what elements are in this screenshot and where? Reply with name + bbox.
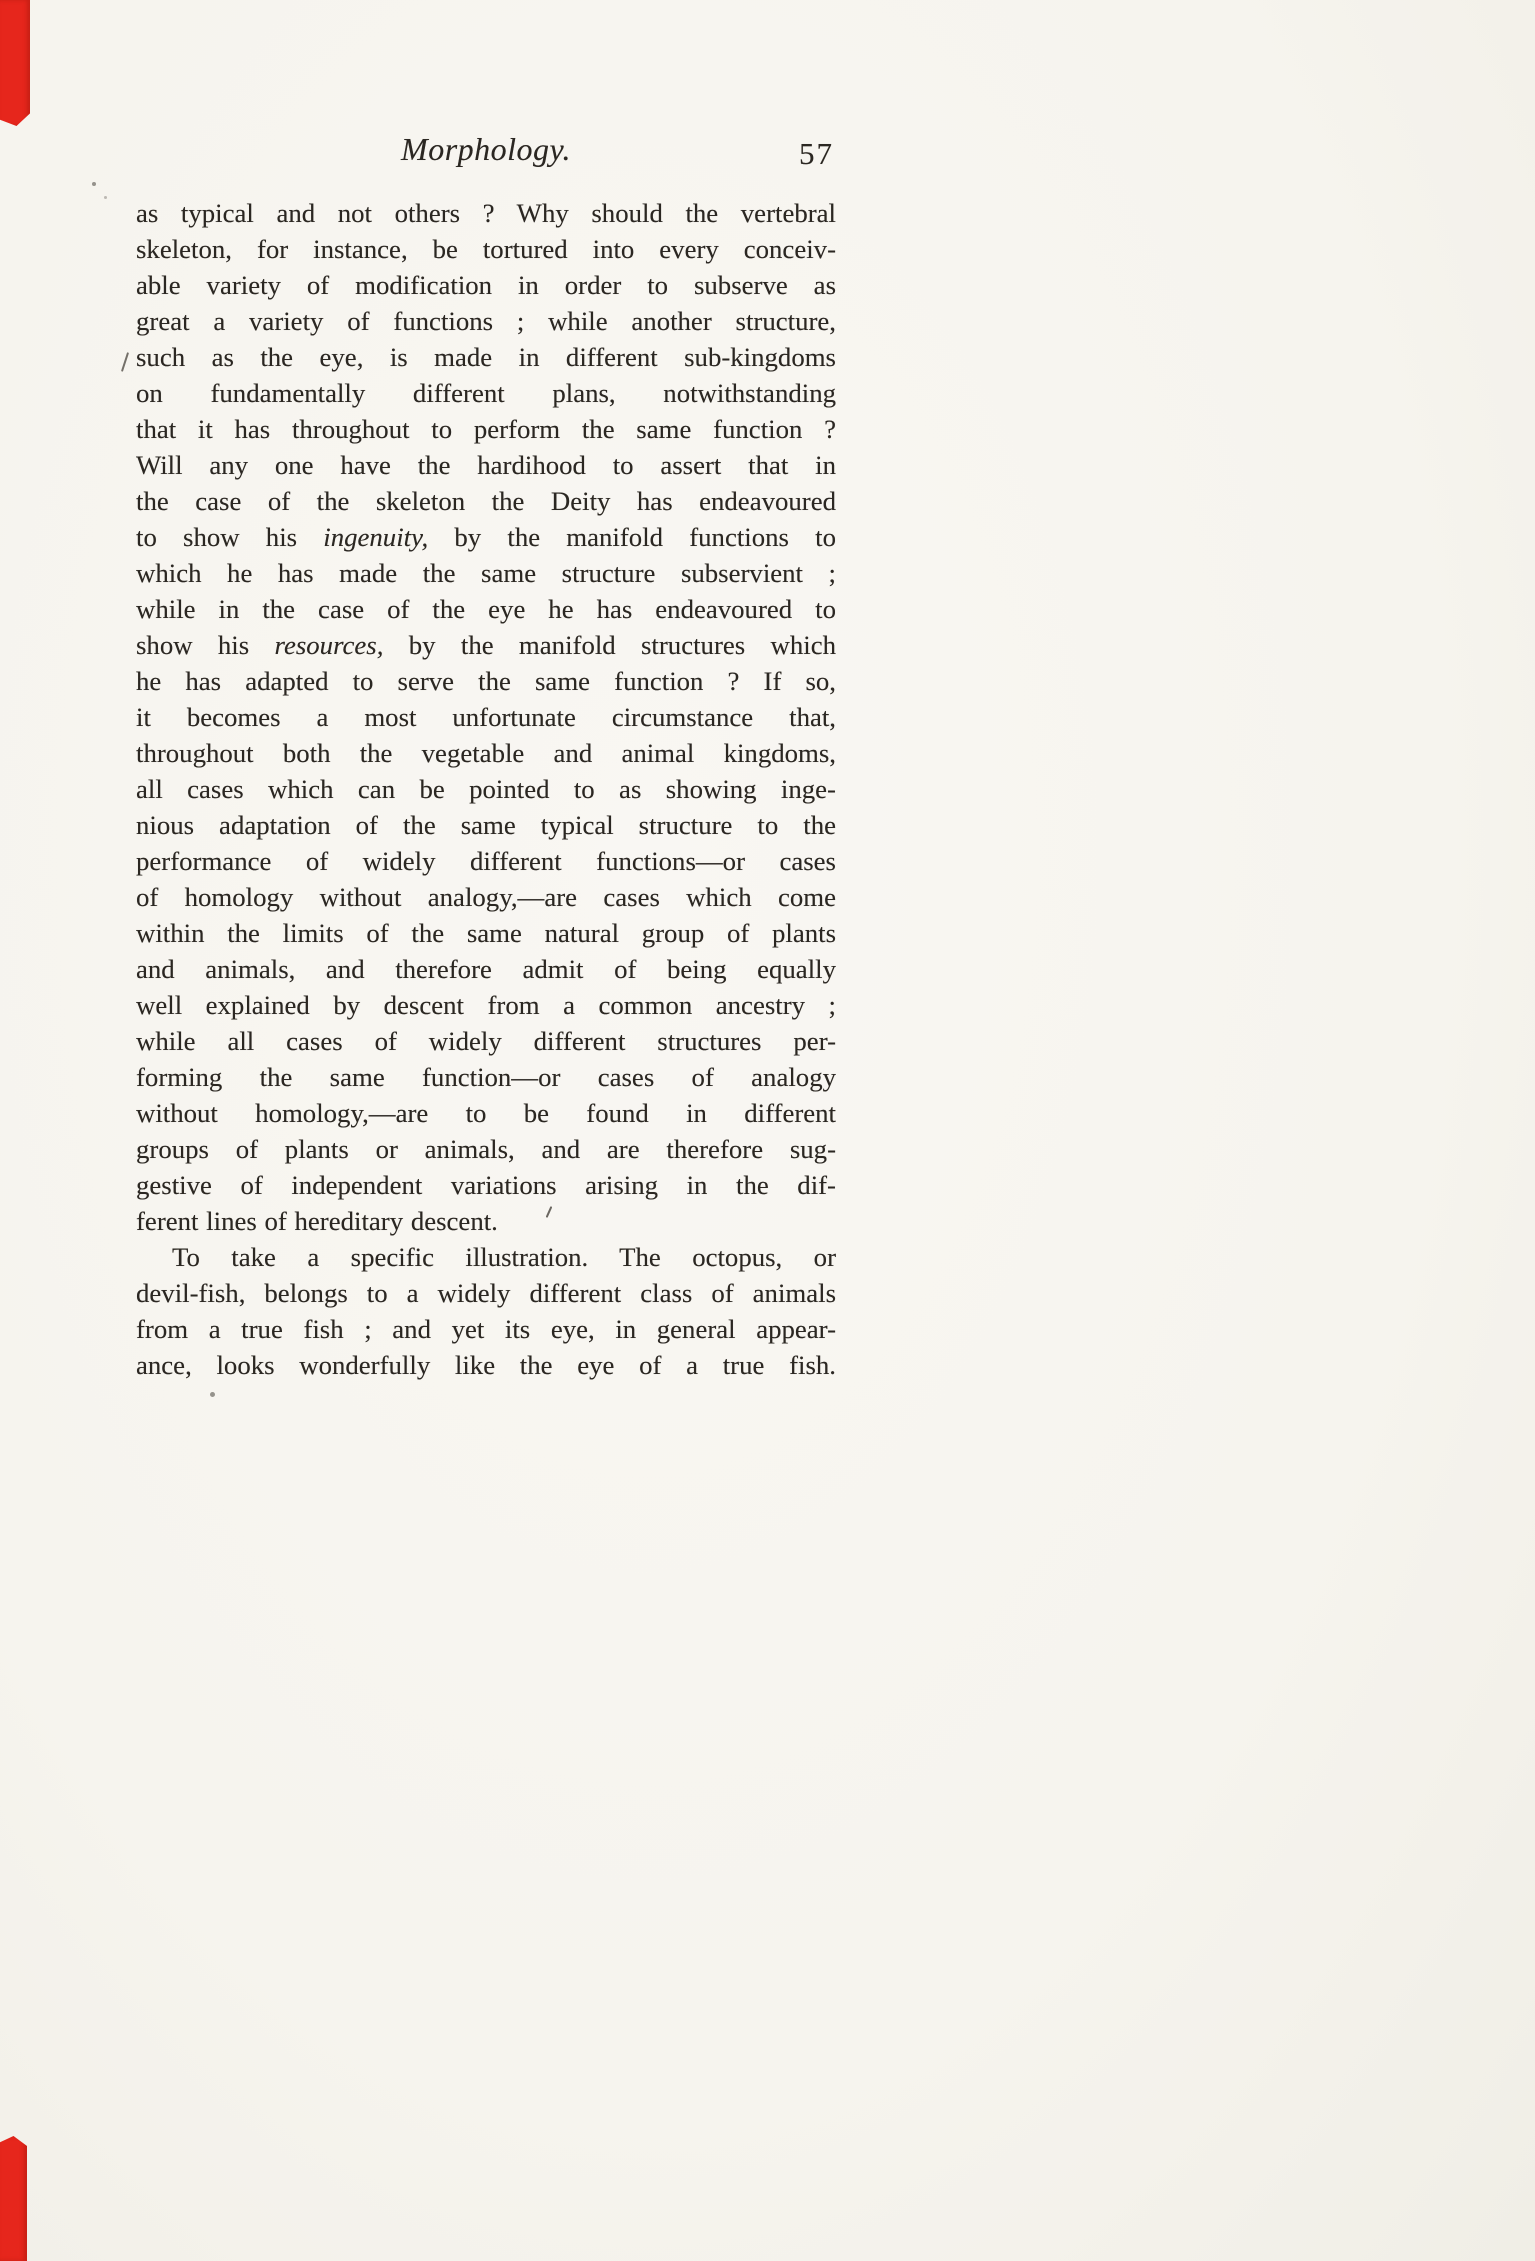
paragraph bbox=[136, 195, 836, 1239]
text-line: skeleton, for instance, be tortured into every conceiv- bbox=[136, 234, 836, 264]
running-head: Morphology. bbox=[401, 131, 571, 167]
page-number: 57 bbox=[799, 136, 834, 171]
text-line: while in the case of the eye he has endeavoured to bbox=[136, 594, 836, 624]
text-line: Will any one have the hardihood to assert that in bbox=[136, 450, 836, 480]
text-line: devil-fish, belongs to a widely different class of animals bbox=[136, 1278, 836, 1308]
text-line: show his resources, by the manifold structures which bbox=[136, 630, 836, 660]
scan-artifact bbox=[92, 182, 96, 186]
text-line: groups of plants or animals, and are therefore sug- bbox=[136, 1134, 836, 1164]
text-block bbox=[136, 195, 836, 1383]
scan-artifact bbox=[210, 1392, 215, 1397]
text-line: great a variety of functions ; while another structure, bbox=[136, 306, 836, 336]
text-line: within the limits of the same natural group of plants bbox=[136, 918, 836, 948]
text-line: nious adaptation of the same typical structure to the bbox=[136, 810, 836, 840]
text-line: he has adapted to serve the same function ? If so, bbox=[136, 666, 836, 696]
text-line: from a true fish ; and yet its eye, in general appear- bbox=[136, 1314, 836, 1344]
paragraph bbox=[136, 1239, 836, 1383]
text-line: while all cases of widely different structures per- bbox=[136, 1026, 836, 1056]
text-line: that it has throughout to perform the same function ? bbox=[136, 414, 836, 444]
text-line: ferent lines of hereditary descent. bbox=[136, 1206, 498, 1236]
text-line: ance, looks wonderfully like the eye of a true fish. bbox=[136, 1350, 836, 1380]
text-line: forming the same function—or cases of analogy bbox=[136, 1062, 836, 1092]
text-line: to show his ingenuity, by the manifold functions to bbox=[136, 522, 836, 552]
red-edge-mark-top bbox=[0, 0, 30, 126]
page-header bbox=[136, 131, 836, 195]
text-line: gestive of independent variations arising in the dif- bbox=[136, 1170, 836, 1200]
text-line: the case of the skeleton the Deity has endeavoured bbox=[136, 486, 836, 516]
text-line: and animals, and therefore admit of being equally bbox=[136, 954, 836, 984]
text-line: without homology,—are to be found in different bbox=[136, 1098, 836, 1128]
page-content bbox=[136, 131, 836, 1383]
text-line: all cases which can be pointed to as showing inge- bbox=[136, 774, 836, 804]
text-line: throughout both the vegetable and animal kingdoms, bbox=[136, 738, 836, 768]
text-line: such as the eye, is made in different sub-kingdoms bbox=[136, 342, 836, 372]
scan-artifact bbox=[121, 352, 129, 372]
text-line: as typical and not others ? Why should the vertebral bbox=[136, 198, 836, 228]
text-line: it becomes a most unfortunate circumstance that, bbox=[136, 702, 836, 732]
red-edge-mark-bottom bbox=[0, 2136, 27, 2261]
text-line: performance of widely different functions—or cases bbox=[136, 846, 836, 876]
text-line: To take a specific illustration. The octopus, or bbox=[172, 1242, 836, 1272]
text-line: of homology without analogy,—are cases which come bbox=[136, 882, 836, 912]
text-line: able variety of modification in order to subserve as bbox=[136, 270, 836, 300]
text-line: on fundamentally different plans, notwithstanding bbox=[136, 378, 836, 408]
text-line: well explained by descent from a common ancestry ; bbox=[136, 990, 836, 1020]
scan-artifact bbox=[104, 196, 107, 199]
text-line: which he has made the same structure subservient ; bbox=[136, 558, 836, 588]
